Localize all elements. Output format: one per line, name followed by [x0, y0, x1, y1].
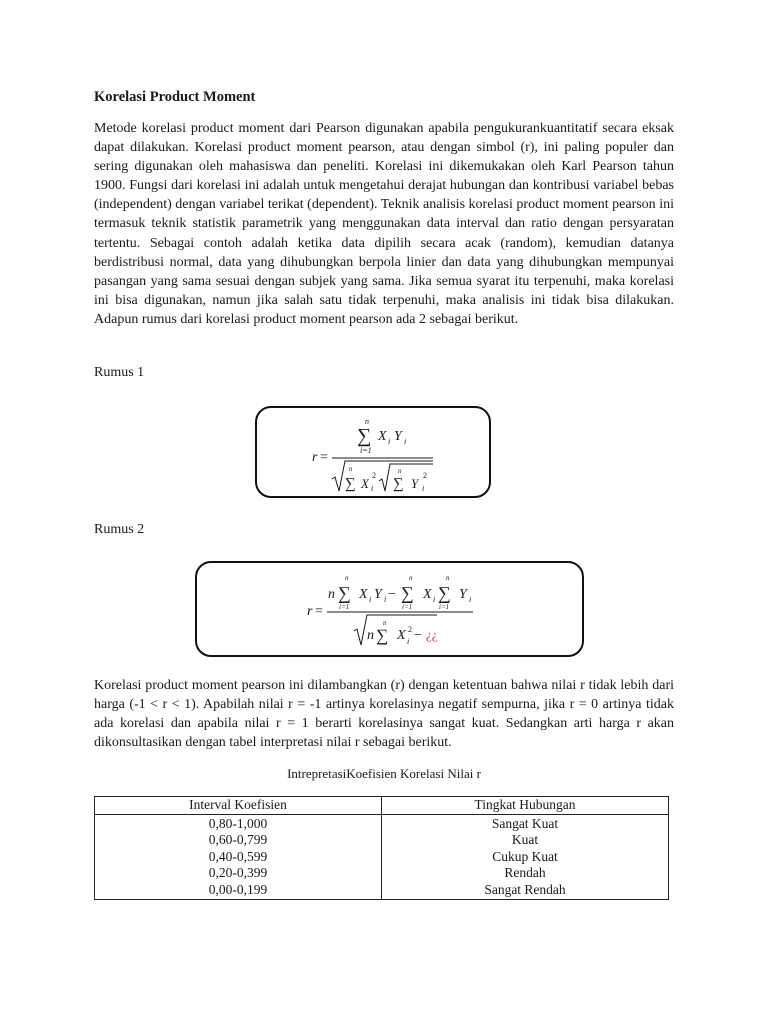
column-header: Tingkat Hubungan [382, 797, 669, 815]
var-y: Y [459, 587, 467, 602]
interval-cell: 0,00-0,199 [95, 882, 382, 899]
table-row [95, 832, 669, 849]
sum-upper-limit: n [409, 574, 413, 582]
garbled-symbol: ¿¿ [426, 627, 438, 642]
var-x: X [397, 628, 406, 643]
var-y: Y [411, 476, 419, 491]
sum-symbol: ∑ [376, 626, 389, 645]
table-row [95, 849, 669, 866]
sum-symbol: ∑ [345, 476, 356, 492]
minus-sign: − [388, 587, 396, 602]
sum-symbol: ∑ [338, 583, 351, 603]
table-row [95, 865, 669, 882]
level-cell: Kuat [382, 832, 669, 849]
formula-1-graphic [257, 408, 489, 496]
exponent-2: 2 [372, 471, 376, 480]
subscript-i: i [422, 484, 425, 493]
sum-upper-limit: n [383, 619, 387, 627]
var-n: n [328, 587, 335, 602]
table-row [95, 814, 669, 832]
subscript-i: i [433, 595, 436, 604]
column-header: Interval Koefisien [95, 797, 382, 815]
subscript-i: i [371, 484, 374, 493]
formula-1-label: Rumus 1 [94, 365, 145, 380]
sum-symbol: ∑ [357, 425, 372, 447]
sum-upper-limit: n [398, 467, 402, 475]
var-x: X [423, 587, 432, 602]
sum-upper-limit: n [349, 465, 353, 473]
sum-symbol: ∑ [401, 583, 414, 603]
level-cell: Rendah [382, 865, 669, 882]
var-r: r [312, 450, 318, 465]
var-y: Y [374, 587, 382, 602]
section-heading: Korelasi Product Moment [94, 89, 256, 105]
subscript-i: i [369, 595, 372, 604]
formula-2-box [195, 561, 584, 657]
var-n: n [367, 628, 374, 643]
var-x: X [361, 476, 369, 491]
sum-lower-limit: i=1 [339, 603, 350, 611]
subscript-i: i [404, 437, 407, 446]
formula-2-label: Rumus 2 [94, 522, 145, 537]
level-cell: Cukup Kuat [382, 849, 669, 866]
equals-sign: = [315, 604, 323, 619]
sum-upper-limit: n [345, 574, 349, 582]
interval-cell: 0,20-0,399 [95, 865, 382, 882]
level-cell: Sangat Rendah [382, 882, 669, 899]
minus-sign: − [414, 628, 422, 643]
sum-symbol: ∑ [438, 583, 451, 603]
interval-cell: 0,60-0,799 [95, 832, 382, 849]
table-caption: IntrepretasiKoefisien Korelasi Nilai r [287, 766, 481, 781]
equals-sign: = [320, 450, 328, 465]
sum-upper-limit: n [446, 574, 450, 582]
exponent-2: 2 [423, 471, 427, 480]
sum-lower-limit: i=1 [360, 446, 372, 455]
var-y: Y [394, 429, 402, 444]
intro-paragraph: Metode korelasi product moment dari Pearson digunakan apabila pengukurankuantitatif secara eksak dapat dilakukan. Korelasi product moment pearson, atau dengan simbol (r), ini paling populer dan sering digunakan oleh mahasiswa dan peneliti. Korelasi ini dikemukakan oleh Karl Pearson tahun 1900. Fungsi dari korelasi ini adalah untuk mengetahui derajat hubungan dan kontribusi variabel bebas (independent) dengan variabel terikat (dependent). Teknik analisis korelasi product moment pearson ini termasuk teknik statistik parametrik yang menggunakan data interval dan ratio dengan persyaratan tertentu. Sebagai contoh adalah ketika data dipilih secara acak (random), kemudian datanya berdistribusi normal, data yang dihubungkan berpola linier dan data yang dihubungkan mempunyai pasangan yang sama sesuai dengan subjek yang sama. Jika semua syarat itu terpenuhi, maka korelasi ini bisa digunakan, namun jika salah satu tidak terpenuhi, maka analisis ini tidak bisa dilakukan. Adapun rumus dari korelasi product moment pearson ada 2 sebagai berikut. [94, 121, 674, 327]
exponent-2: 2 [408, 625, 412, 634]
table-row [95, 882, 669, 899]
formula-2-graphic [197, 563, 582, 655]
var-x: X [359, 587, 368, 602]
sum-upper-limit: n [365, 417, 369, 426]
subscript-i: i [407, 637, 410, 646]
interpretation-table [94, 796, 669, 900]
table-header-row [95, 797, 669, 815]
formula-1-box [255, 406, 491, 498]
sum-lower-limit: i=1 [402, 603, 413, 611]
var-x: X [378, 429, 387, 444]
subscript-i: i [469, 595, 472, 604]
level-cell: Sangat Kuat [382, 814, 669, 832]
var-r: r [307, 604, 313, 619]
interval-cell: 0,80-1,000 [95, 814, 382, 832]
subscript-i: i [388, 437, 391, 446]
sum-lower-limit: i=1 [439, 603, 450, 611]
sum-symbol: ∑ [393, 476, 404, 492]
interval-cell: 0,40-0,599 [95, 849, 382, 866]
subscript-i: i [384, 595, 387, 604]
explanation-paragraph: Korelasi product moment pearson ini dilambangkan (r) dengan ketentuan bahwa nilai r tidak lebih dari harga (-1 < r < 1). Apabilah nilai r = -1 artinya korelasinya negatif sempurna, jika r = 0 artinya tidak ada korelasi dan apabila nilai r = 1 berarti korelasinya sangat kuat. Sedangkan arti harga r akan dikonsultasikan dengan tabel interpretasi nilai r sebagai berikut. [94, 678, 674, 751]
